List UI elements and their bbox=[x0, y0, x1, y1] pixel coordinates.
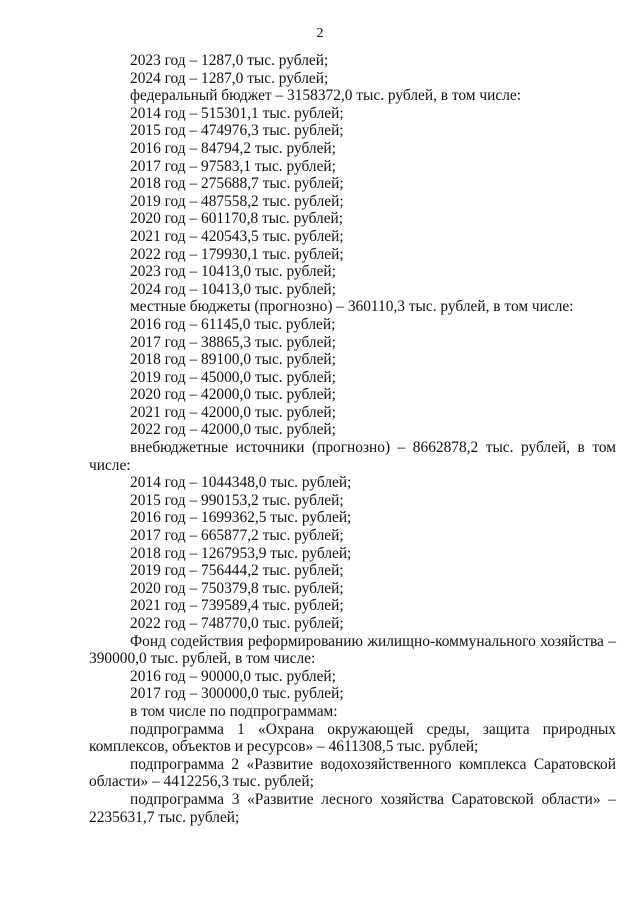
text-line: 2017 год – 97583,1 тыс. рублей; bbox=[130, 157, 336, 175]
text-paragraph: Фонд содействия реформированию жилищно-коммунального хозяйства – 390000,0 тыс. рублей, в том числе: bbox=[89, 632, 616, 668]
text-line: 2015 год – 990153,2 тыс. рублей; bbox=[130, 491, 344, 509]
text-line: 2023 год – 10413,0 тыс. рублей; bbox=[130, 263, 336, 281]
text-line: 2016 год – 84794,2 тыс. рублей; bbox=[130, 139, 336, 157]
text-line: 2016 год – 61145,0 тыс. рублей; bbox=[130, 315, 336, 333]
text-line: 2022 год – 42000,0 тыс. рублей; bbox=[130, 421, 336, 439]
document-body bbox=[89, 52, 616, 826]
text-line: 2015 год – 474976,3 тыс. рублей; bbox=[130, 122, 344, 140]
text-paragraph: подпрограмма 3 «Развитие лесного хозяйства Саратовской области» – 2235631,7 тыс. рублей; bbox=[89, 790, 616, 826]
text-line: 2018 год – 89100,0 тыс. рублей; bbox=[130, 351, 336, 369]
text-paragraph: подпрограмма 2 «Развитие водохозяйственного комплекса Саратовской области» – 4412256,3 тыс. рублей; bbox=[89, 755, 616, 791]
text-line: 2019 год – 756444,2 тыс. рублей; bbox=[130, 562, 344, 580]
text-line: в том числе по подпрограммам: bbox=[130, 702, 338, 720]
text-line: 2022 год – 748770,0 тыс. рублей; bbox=[130, 615, 344, 632]
text-line: 2024 год – 10413,0 тыс. рублей; bbox=[130, 280, 336, 298]
text-line: местные бюджеты (прогнозно) – 360110,3 тыс. рублей, в том числе: bbox=[130, 298, 574, 316]
text-line: 2021 год – 42000,0 тыс. рублей; bbox=[130, 403, 336, 421]
text-line: 2014 год – 515301,1 тыс. рублей; bbox=[130, 104, 344, 122]
text-line: 2023 год – 1287,0 тыс. рублей; bbox=[130, 52, 329, 69]
text-line: 2021 год – 420543,5 тыс. рублей; bbox=[130, 227, 344, 245]
text-line: 2019 год – 487558,2 тыс. рублей; bbox=[130, 192, 344, 210]
text-line: федеральный бюджет – 3158372,0 тыс. рублей, в том числе: bbox=[130, 87, 521, 105]
text-line: 2022 год – 179930,1 тыс. рублей; bbox=[130, 245, 344, 263]
text-line: 2018 год – 1267953,9 тыс. рублей; bbox=[130, 544, 352, 562]
text-line: 2024 год – 1287,0 тыс. рублей; bbox=[130, 69, 329, 87]
text-line: 2017 год – 300000,0 тыс. рублей; bbox=[130, 685, 344, 703]
text-line: 2021 год – 739589,4 тыс. рублей; bbox=[130, 597, 344, 615]
text-paragraph: подпрограмма 1 «Охрана окружающей среды, защита природных комплексов, объектов и ресурсов» – 4611308,5 тыс. рублей; bbox=[89, 720, 616, 756]
text-line: 2014 год – 1044348,0 тыс. рублей; bbox=[130, 474, 352, 492]
text-line: 2016 год – 1699362,5 тыс. рублей; bbox=[130, 509, 352, 527]
text-line: 2019 год – 45000,0 тыс. рублей; bbox=[130, 368, 336, 386]
text-paragraph: внебюджетные источники (прогнозно) – 8662878,2 тыс. рублей, в том числе: bbox=[89, 439, 616, 474]
text-line: 2020 год – 750379,8 тыс. рублей; bbox=[130, 579, 344, 597]
text-line: 2016 год – 90000,0 тыс. рублей; bbox=[130, 667, 336, 685]
text-line: 2017 год – 665877,2 тыс. рублей; bbox=[130, 527, 344, 545]
page-number: 2 bbox=[316, 26, 324, 41]
text-line: 2017 год – 38865,3 тыс. рублей; bbox=[130, 333, 336, 351]
text-line: 2018 год – 275688,7 тыс. рублей; bbox=[130, 175, 344, 193]
text-line: 2020 год – 601170,8 тыс. рублей; bbox=[130, 210, 344, 228]
text-line: 2020 год – 42000,0 тыс. рублей; bbox=[130, 386, 336, 404]
